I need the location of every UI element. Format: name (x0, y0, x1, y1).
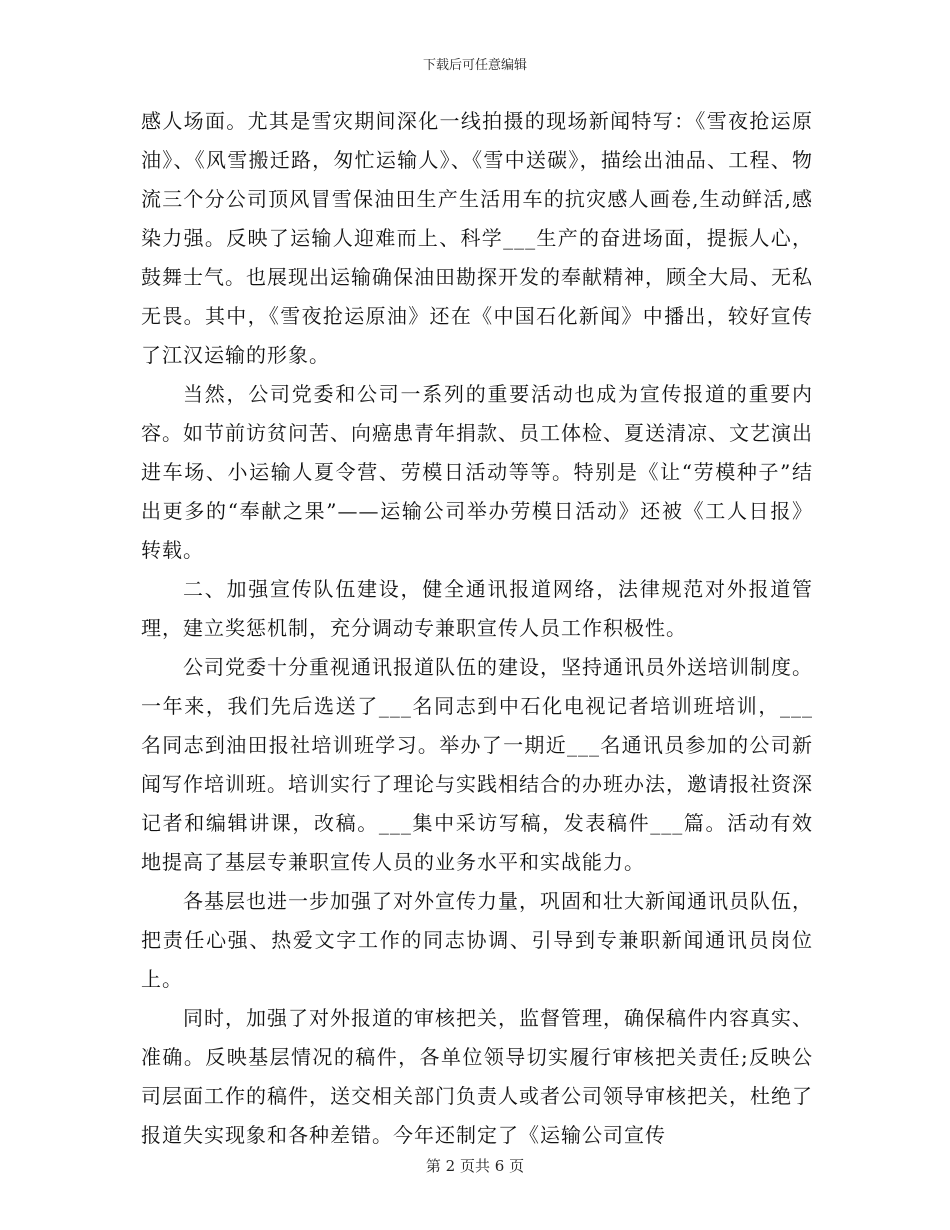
page-header: 下载后可任意编辑 (422, 58, 527, 73)
paragraph-6: 同时，加强了对外报道的审核把关，监督管理，确保稿件内容真实、准确。反映基层情况的稿件，各单位领导切实履行审核把关责任;反映公司层面工作的稿件，送交相关部门负责人或者公司领导审核把关，杜绝了报道失实现象和各种差错。今年还制定了《运输公司宣传 (141, 1006, 813, 1147)
paragraph-1: 感人场面。尤其是雪灾期间深化一线拍摄的现场新闻特写：《雪夜抢运原油》、《风雪搬迁路，匆忙运输人》、《雪中送碳》，描绘出油品、工程、物流三个分公司顶风冒雪保油田生产生活用车的抗灾感人画卷,生动鲜活,感染力强。反映了运输人迎难而上、科学___生产的奋进场面，提振人心，鼓舞士气。也展现出运输确保油田勘探开发的奉献精神，顾全大局、无私无畏。其中，《雪夜抢运原油》还在《中国石化新闻》中播出，较好宣传了江汉运输的形象。 (141, 109, 813, 367)
document-body (141, 102, 813, 1155)
paragraph-2: 当然，公司党委和公司一系列的重要活动也成为宣传报道的重要内容。如节前访贫问苦、向癌患青年捐款、员工体检、夏送清凉、文艺演出进车场、小运输人夏令营、劳模日活动等等。特别是《让“劳模种子”结出更多的“奉献之果”——运输公司举办劳模日活动》还被《工人日报》转载。 (141, 382, 813, 562)
paragraph-3-section-heading: 二、加强宣传队伍建设，健全通讯报道网络，法律规范对外报道管理，建立奖惩机制，充分调动专兼职宣传人员工作积极性。 (141, 577, 813, 640)
page-number-footer: 第 2 页共 6 页 (425, 1157, 525, 1175)
paragraph-4: 公司党委十分重视通讯报道队伍的建设，坚持通讯员外送培训制度。一年来，我们先后选送了___名同志到中石化电视记者培训班培训，___名同志到油田报社培训班学习。举办了一期近___名通讯员参加的公司新闻写作培训班。培训实行了理论与实践相结合的办班办法，邀请报社资深记者和编辑讲课，改稿。___集中采访写稿，发表稿件___篇。活动有效地提高了基层专兼职宣传人员的业务水平和实战能力。 (141, 655, 813, 874)
paragraph-5: 各基层也进一步加强了对外宣传力量，巩固和壮大新闻通讯员队伍，把责任心强、热爱文字工作的同志协调、引导到专兼职新闻通讯员岗位上。 (141, 889, 813, 991)
